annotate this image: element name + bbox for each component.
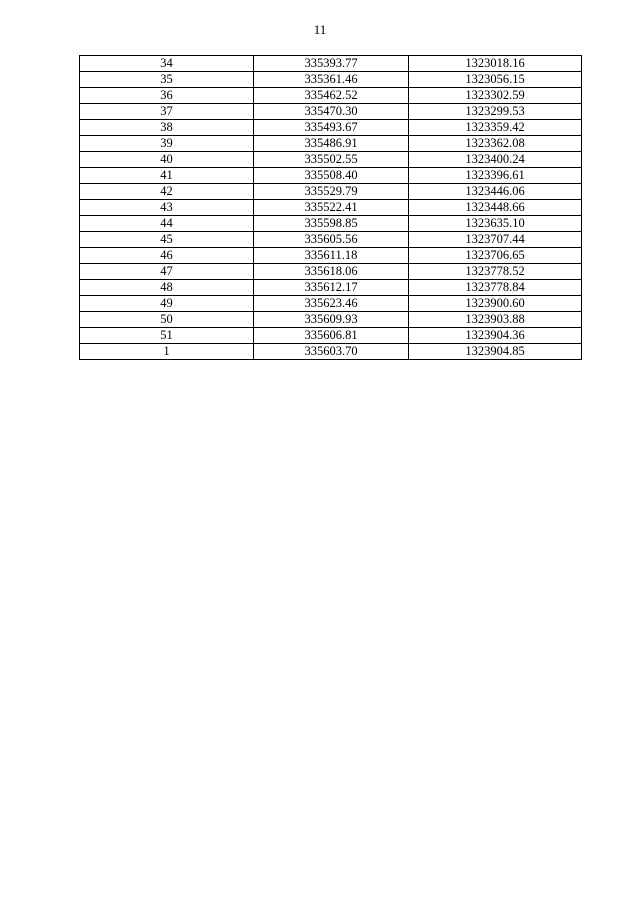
point-number-cell: 38 <box>80 120 254 136</box>
table-row <box>80 168 582 184</box>
y-coordinate-cell: 1323299.53 <box>409 104 582 120</box>
y-coordinate-cell: 1323635.10 <box>409 216 582 232</box>
y-coordinate-cell: 1323904.85 <box>409 344 582 360</box>
x-coordinate-cell: 335529.79 <box>254 184 409 200</box>
table-row <box>80 312 582 328</box>
y-coordinate-cell: 1323302.59 <box>409 88 582 104</box>
y-coordinate-cell: 1323778.84 <box>409 280 582 296</box>
y-coordinate-cell: 1323448.66 <box>409 200 582 216</box>
table-row <box>80 216 582 232</box>
coordinates-table <box>79 55 582 360</box>
y-coordinate-cell: 1323900.60 <box>409 296 582 312</box>
x-coordinate-cell: 335605.56 <box>254 232 409 248</box>
point-number-cell: 45 <box>80 232 254 248</box>
x-coordinate-cell: 335623.46 <box>254 296 409 312</box>
y-coordinate-cell: 1323400.24 <box>409 152 582 168</box>
y-coordinate-cell: 1323904.36 <box>409 328 582 344</box>
table-row <box>80 328 582 344</box>
point-number-cell: 35 <box>80 72 254 88</box>
x-coordinate-cell: 335609.93 <box>254 312 409 328</box>
table-row <box>80 104 582 120</box>
point-number-cell: 1 <box>80 344 254 360</box>
point-number-cell: 49 <box>80 296 254 312</box>
y-coordinate-cell: 1323706.65 <box>409 248 582 264</box>
point-number-cell: 51 <box>80 328 254 344</box>
table-row <box>80 232 582 248</box>
table-row <box>80 72 582 88</box>
x-coordinate-cell: 335486.91 <box>254 136 409 152</box>
x-coordinate-cell: 335508.40 <box>254 168 409 184</box>
page-number: 11 <box>313 22 327 37</box>
x-coordinate-cell: 335470.30 <box>254 104 409 120</box>
x-coordinate-cell: 335462.52 <box>254 88 409 104</box>
point-number-cell: 44 <box>80 216 254 232</box>
x-coordinate-cell: 335393.77 <box>254 56 409 72</box>
table-row <box>80 200 582 216</box>
table-row <box>80 280 582 296</box>
table-row <box>80 88 582 104</box>
table-row <box>80 184 582 200</box>
table-row <box>80 120 582 136</box>
y-coordinate-cell: 1323778.52 <box>409 264 582 280</box>
y-coordinate-cell: 1323396.61 <box>409 168 582 184</box>
x-coordinate-cell: 335618.06 <box>254 264 409 280</box>
table-row <box>80 56 582 72</box>
point-number-cell: 47 <box>80 264 254 280</box>
table-row <box>80 136 582 152</box>
y-coordinate-cell: 1323903.88 <box>409 312 582 328</box>
x-coordinate-cell: 335598.85 <box>254 216 409 232</box>
x-coordinate-cell: 335502.55 <box>254 152 409 168</box>
coordinates-table-body <box>80 56 582 360</box>
x-coordinate-cell: 335493.67 <box>254 120 409 136</box>
y-coordinate-cell: 1323018.16 <box>409 56 582 72</box>
table-row <box>80 248 582 264</box>
y-coordinate-cell: 1323707.44 <box>409 232 582 248</box>
x-coordinate-cell: 335612.17 <box>254 280 409 296</box>
point-number-cell: 43 <box>80 200 254 216</box>
point-number-cell: 36 <box>80 88 254 104</box>
table-row <box>80 264 582 280</box>
point-number-cell: 34 <box>80 56 254 72</box>
point-number-cell: 48 <box>80 280 254 296</box>
x-coordinate-cell: 335522.41 <box>254 200 409 216</box>
y-coordinate-cell: 1323056.15 <box>409 72 582 88</box>
point-number-cell: 50 <box>80 312 254 328</box>
point-number-cell: 42 <box>80 184 254 200</box>
y-coordinate-cell: 1323359.42 <box>409 120 582 136</box>
x-coordinate-cell: 335361.46 <box>254 72 409 88</box>
point-number-cell: 41 <box>80 168 254 184</box>
point-number-cell: 37 <box>80 104 254 120</box>
x-coordinate-cell: 335606.81 <box>254 328 409 344</box>
x-coordinate-cell: 335603.70 <box>254 344 409 360</box>
y-coordinate-cell: 1323362.08 <box>409 136 582 152</box>
point-number-cell: 39 <box>80 136 254 152</box>
y-coordinate-cell: 1323446.06 <box>409 184 582 200</box>
table-row <box>80 296 582 312</box>
x-coordinate-cell: 335611.18 <box>254 248 409 264</box>
point-number-cell: 40 <box>80 152 254 168</box>
table-row <box>80 344 582 360</box>
point-number-cell: 46 <box>80 248 254 264</box>
table-row <box>80 152 582 168</box>
